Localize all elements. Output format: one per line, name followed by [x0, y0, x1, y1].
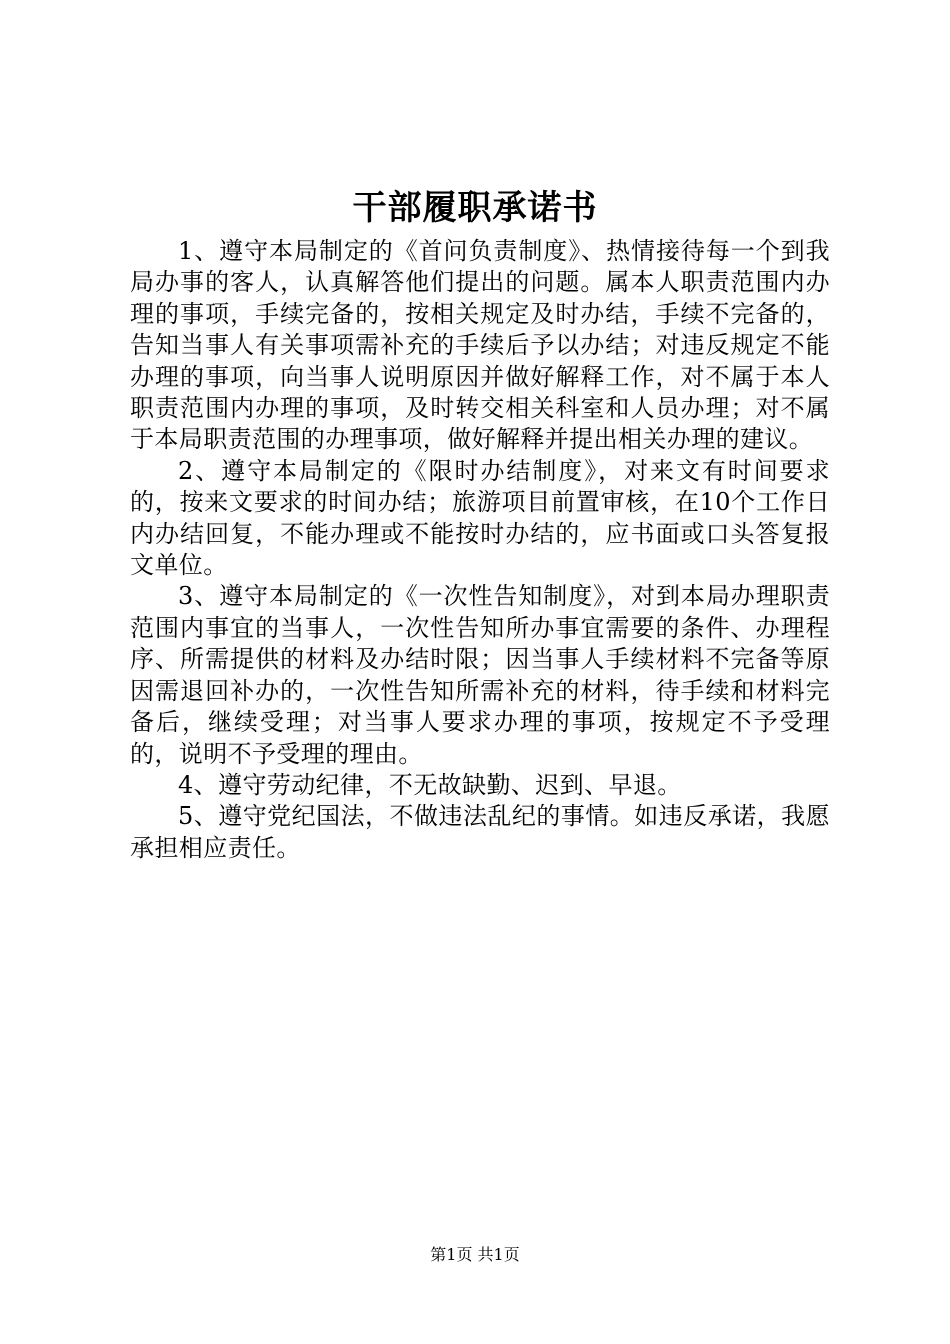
document-body [130, 236, 830, 864]
page-footer: 第1页 共1页 [430, 1245, 520, 1264]
paragraph-5: 5、遵守党纪国法，不做违法乱纪的事情。如违反承诺，我愿承担相应责任。 [130, 802, 830, 862]
paragraph-1: 1、遵守本局制定的《首问负责制度》、热情接待每一个到我局办事的客人，认真解答他们提出的问题。属本人职责范围内办理的事项，手续完备的，按相关规定及时办结，手续不完备的，告知当事人有关事项需补充的手续后予以办结；对违反规定不能办理的事项，向当事人说明原因并做好解释工作，对不属于本人职责范围内办理的事项，及时转交相关科室和人员办理；对不属于本局职责范围的办理事项，做好解释并提出相关办理的建议。 [130, 237, 830, 454]
paragraph-2: 2、遵守本局制定的《限时办结制度》，对来文有时间要求的，按来文要求的时间办结；旅游项目前置审核，在10个工作日内办结回复，不能办理或不能按时办结的，应书面或口头答复报文单位。 [130, 456, 830, 580]
paragraph-4: 4、遵守劳动纪律，不无故缺勤、迟到、早退。 [178, 770, 682, 799]
page-title: 干部履职承诺书 [352, 188, 598, 228]
paragraph-3: 3、遵守本局制定的《一次性告知制度》，对到本局办理职责范围内事宜的当事人，一次性告知所办事宜需要的条件、办理程序、所需提供的材料及办结时限；因当事人手续材料不完备等原因需退回补办的，一次性告知所需补充的材料，待手续和材料完备后，继续受理；对当事人要求办理的事项，按规定不予受理的，说明不予受理的理由。 [130, 582, 830, 768]
